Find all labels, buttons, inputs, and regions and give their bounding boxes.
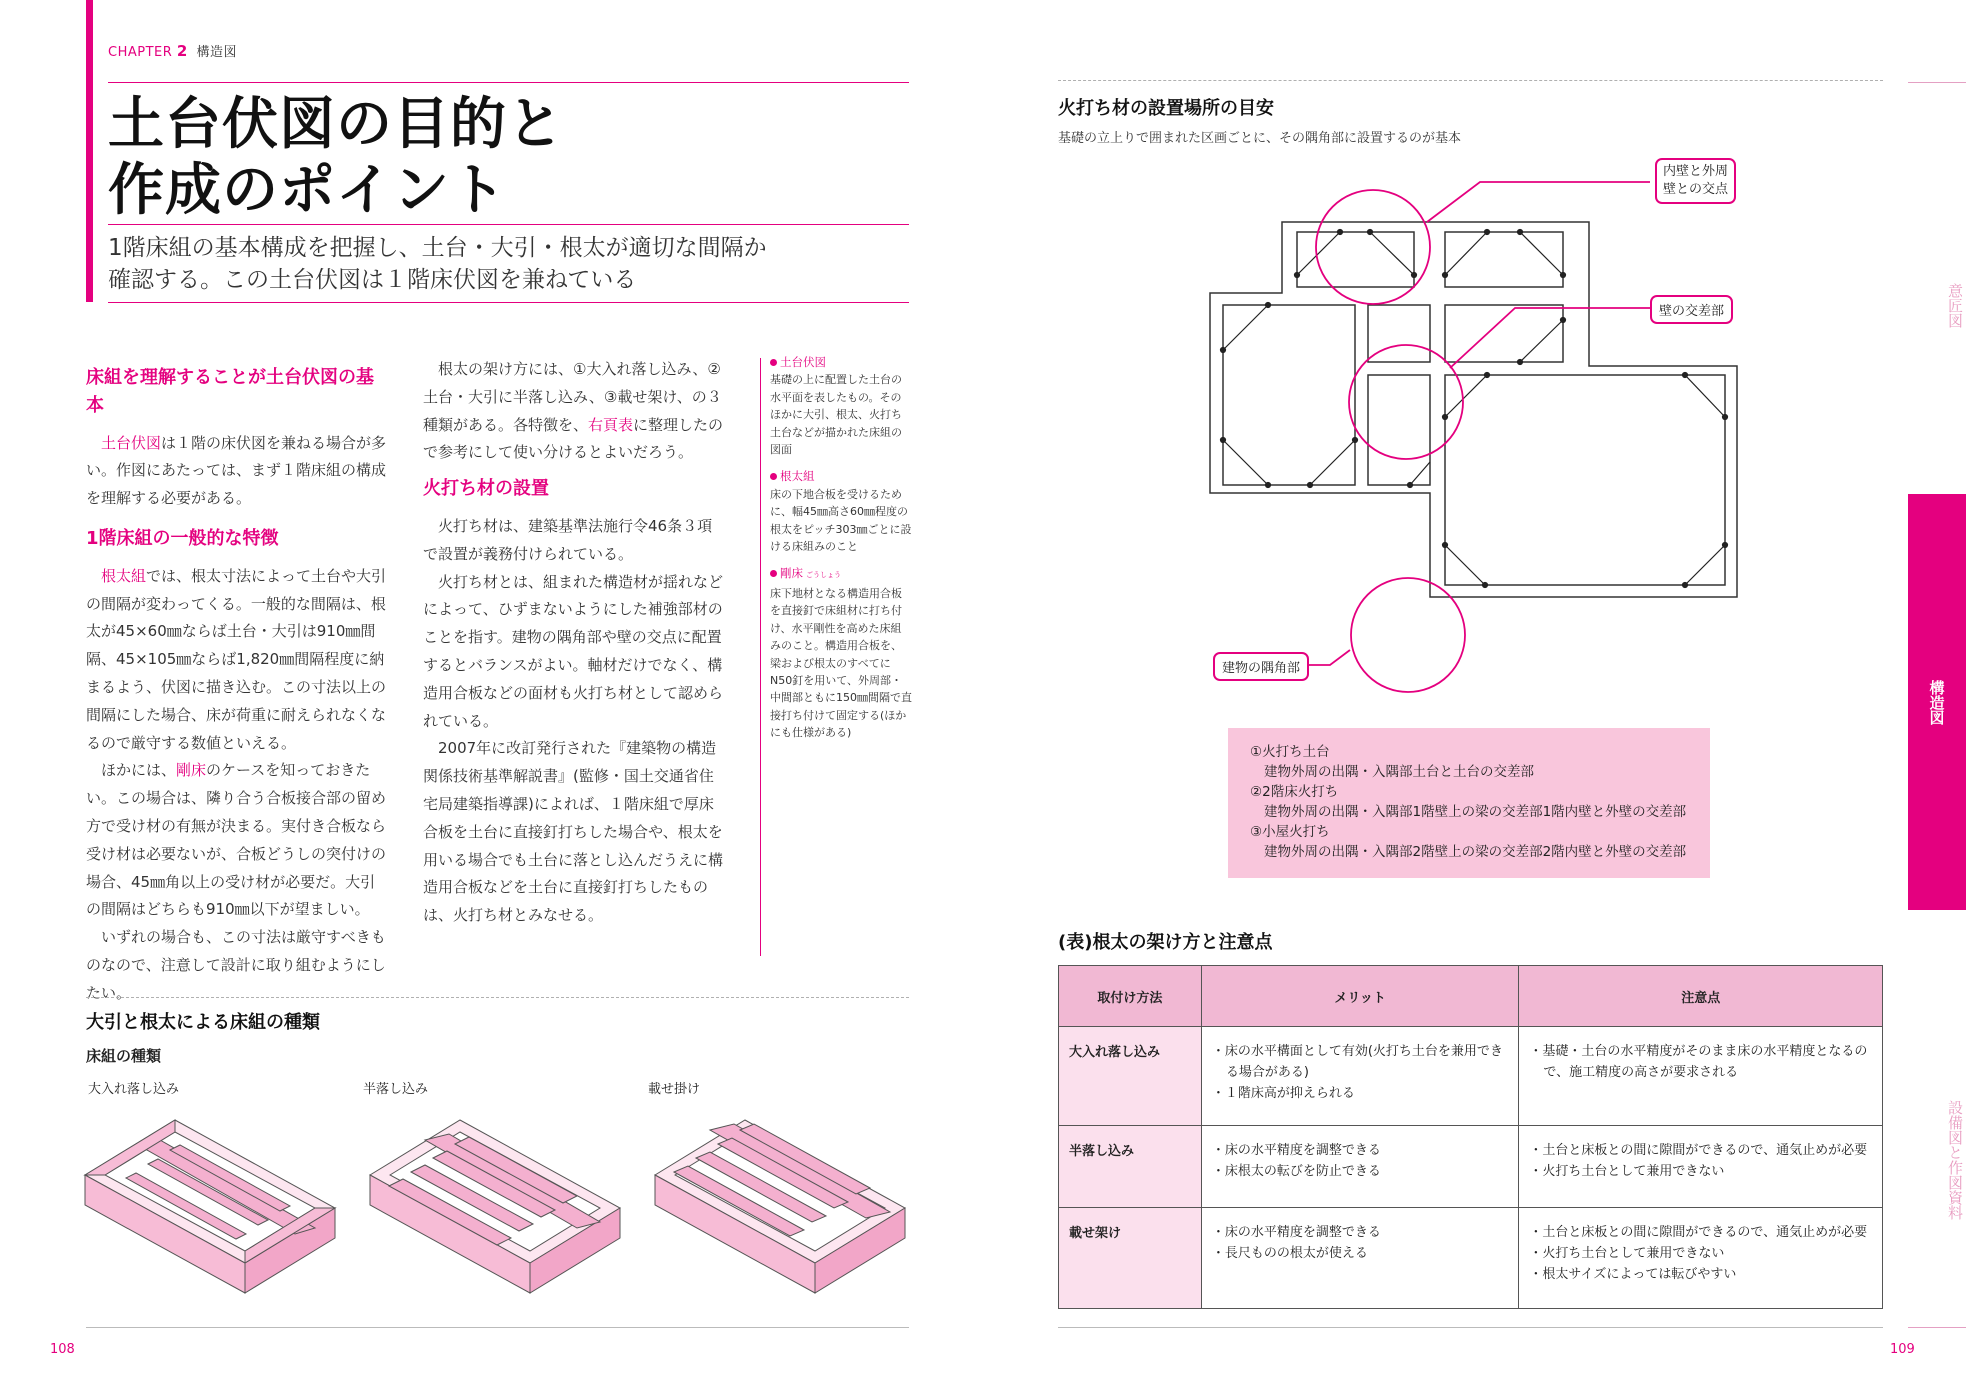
paragraph <box>86 563 388 758</box>
text-run: では、根太寸法によって土台や大引の間隔が変わってくる。一般的な間隔は、根太が45×60㎜ならば土台・大引は910㎜間隔、45×105㎜ならば1,820㎜間隔程度に納まるよう、伏図に描き込む。この寸法以上の間隔にした場合、床が荷重に耐えられなくなるので厳守する数値といえる。 <box>86 566 387 752</box>
bullet-icon <box>770 359 777 366</box>
footer-rule-left <box>86 1327 909 1328</box>
framing-illustration-type1 <box>85 1120 335 1293</box>
foundation-outline <box>1210 222 1737 597</box>
foundation-room <box>1297 232 1414 287</box>
paragraph <box>86 430 388 513</box>
table-cell-cautions: ・土台と床板との間に隙間ができるので、通気止めが必要 ・火打ち土台として兼用できない ・根太サイズによっては転びやすい <box>1519 1208 1883 1309</box>
table-row <box>1059 1027 1883 1126</box>
table-cell-cautions: ・土台と床板との間に隙間ができるので、通気止めが必要 ・火打ち土台として兼用できない <box>1519 1126 1883 1208</box>
diagram-subtitle: 基礎の立上りで囲まれた区画ごとに、その隅角部に設置するのが基本 <box>1058 131 1462 146</box>
page-number-right: 109 <box>1890 1342 1915 1357</box>
paragraph <box>86 757 388 924</box>
text-run: 火打ち材とは、組まれた構造材が揺れなどによって、ひずまないようにした補強部材のことを指す。建物の隅角部や壁の交点に配置するとバランスがよい。軸材だけでなく、構造用合板などの面材も火打ち材として認められている。 <box>423 572 724 730</box>
table-header-cell: 注意点 <box>1519 966 1883 1027</box>
section-heading: 1階床組の一般的な特徴 <box>86 527 279 549</box>
section-heading: 床組を理解することが土台伏図の基本 <box>86 367 374 416</box>
table-cell-merits: ・床の水平精度を調整できる ・床根太の転びを防止できる <box>1201 1126 1519 1208</box>
floor-framing-illustrations <box>80 1100 920 1320</box>
paragraph <box>423 513 725 569</box>
subtitle-rule <box>108 302 909 303</box>
side-tab-bottom-rule <box>1908 1327 1966 1328</box>
footer-rule-right <box>1058 1327 1883 1328</box>
floor-type-label: 半落し込み <box>363 1082 429 1097</box>
text-run: 2007年に改訂発行された『建築物の構造関係技術基準解説書』(監修・国土交通省住宅局建築指導課)によれば、１階床組で厚床合板を土台に直接釘打ちした場合や、根太を用いる場合でも土台に落とし込んだうえに構造用合板などを土台に直接釘打ちしたものは、火打ち材とみなせる。 <box>423 739 724 925</box>
title-accent-bar <box>86 0 93 302</box>
leader-line <box>1427 182 1650 222</box>
highlight-circle <box>1351 578 1465 692</box>
hiuchi-placement-diagram <box>1180 150 1770 710</box>
paragraph <box>86 924 388 1007</box>
note-item: 根太組 床の下地合板を受けるために、幅45㎜高さ60㎜程度の根太をピッチ303㎜ごとに設ける床組みのこと <box>770 469 912 554</box>
table-title: (表)根太の架け方と注意点 <box>1058 932 1273 953</box>
table-row <box>1059 1208 1883 1309</box>
table-row <box>1059 1126 1883 1208</box>
foundation-room <box>1445 305 1563 362</box>
note-item: 土台伏図 基礎の上に配置した土台の水平面を表したもの。そのほかに大引、根太、火打ち土台などが描かれた床組の図面 <box>770 355 902 457</box>
callout-building-corner: 建物の隅角部 <box>1213 652 1309 681</box>
text-column-2 <box>423 356 725 930</box>
foundation-room <box>1223 305 1355 485</box>
bullet-icon <box>770 570 777 577</box>
leader-line <box>1450 308 1650 368</box>
text-run: のケースを知っておきたい。この場合は、隣り合う合板接合部の留め方で受け材の有無が決まる。実付き合板なら受け材は必要ないが、合板どうしの突付けの場合、45㎜角以上の受け材が必要だ。大引の間隔はどちらも910㎜以下が望ましい。 <box>86 761 387 919</box>
leader-line <box>1305 650 1350 665</box>
side-tab-equipment[interactable]: 設備図と作図資料 <box>1946 1100 1964 1220</box>
joist-method-table <box>1058 965 1883 1309</box>
table-header-cell: 取付け方法 <box>1059 966 1202 1027</box>
table-cell-merits: ・床の水平精度を調整できる ・長尺ものの根太が使える <box>1201 1208 1519 1309</box>
table-header-row <box>1059 966 1883 1027</box>
text-run: に整理したので参考にして使い分けるとよいだろう。 <box>423 415 724 462</box>
floor-type-label: 載せ掛け <box>648 1082 701 1097</box>
framing-illustration-type3 <box>655 1120 905 1293</box>
text-run: 根太の架け方には、①大入れ落し込み、②土台・大引に半落し込み、③載せ架け、の３種類がある。各特徴を、 <box>423 360 722 434</box>
foundation-room <box>1368 375 1430 485</box>
text-run: ほかには、 <box>101 761 177 780</box>
page-title: 土台伏図の目的と 作成のポイント <box>108 92 564 223</box>
page-number-left: 108 <box>50 1342 75 1357</box>
paragraph <box>423 356 725 467</box>
side-tab-top-rule <box>1908 82 1966 83</box>
floor-section-heading: 大引と根太による床組の種類 <box>86 1012 320 1033</box>
note-item: 剛床 ごうしょう 床下地材となる構造用合板を直接釘で床組材に打ち付け、水平剛性を高めた床組みのこと。構造用合板を、梁および根太のすべてにN50釘を用いて、外周部・中間部ともに150㎜間隔で直接打ち付けて固定する(ほかにも仕様がある) <box>770 566 912 740</box>
text-run: は１階の床伏図を兼ねる場合が多い。作図にあたっては、まず１階床組の構成を理解する必要がある。 <box>86 433 387 508</box>
framing-illustration-type2 <box>370 1120 620 1293</box>
text-run: 火打ち材は、建築基準法施行令46条３項で設置が義務付けられている。 <box>423 516 713 563</box>
text-column-1 <box>86 364 388 1008</box>
table-cell-method: 半落し込み <box>1059 1126 1202 1208</box>
table-cell-method: 載せ架け <box>1059 1208 1202 1309</box>
section-divider <box>86 997 909 998</box>
side-tab-design[interactable]: 意匠図 <box>1946 282 1964 328</box>
floor-type-label: 大入れ落し込み <box>88 1082 180 1097</box>
highlighted-term: 剛床 <box>176 761 207 780</box>
title-rule <box>108 224 909 225</box>
glossary-notes <box>770 354 912 742</box>
bullet-icon <box>770 473 777 480</box>
header-rule <box>108 82 909 83</box>
highlighted-term: 根太組 <box>101 566 147 585</box>
table-header-cell: メリット <box>1201 966 1519 1027</box>
callout-inner-wall: 内壁と外周 壁との交点 <box>1655 158 1736 204</box>
foundation-room <box>1445 232 1563 287</box>
diagram-title: 火打ち材の設置場所の目安 <box>1058 98 1274 119</box>
foundation-room <box>1445 375 1725 585</box>
highlighted-term: 右頁表 <box>588 415 634 434</box>
paragraph <box>423 735 725 930</box>
table-cell-method: 大入れ落し込み <box>1059 1027 1202 1126</box>
top-divider <box>1058 80 1883 81</box>
notes-rule <box>760 358 761 956</box>
paragraph <box>423 569 725 736</box>
page-subtitle: 1階床組の基本構成を把握し、土台・大引・根太が適切な間隔か 確認する。この土台伏図は１階床伏図を兼ねている <box>108 235 767 293</box>
section-heading: 火打ち材の設置 <box>423 478 549 500</box>
text-run: いずれの場合も、この寸法は厳守すべきものなので、注意して設計に取り組むようにしたい。 <box>86 928 386 1002</box>
highlighted-term: 土台伏図 <box>101 433 162 452</box>
side-tab-structure[interactable]: 構造図 <box>1908 494 1966 910</box>
chapter-label: CHAPTER 2 構造図 <box>108 42 238 60</box>
table-cell-merits: ・床の水平構面として有効(火打ち土台を兼用できる場合がある) ・１階床高が抑えられる <box>1201 1027 1519 1126</box>
floor-subheading: 床組の種類 <box>86 1047 162 1065</box>
hiuchi-legend-box: ①火打ち土台 建物外周の出隅・入隅部土台と土台の交差部 ②2階床火打ち 建物外周の出隅・入隅部1階壁上の梁の交差部1階内壁と外壁の交差部 ③小屋火打ち 建物外周の出隅・入隅部2階壁上の梁の交差部2階内壁と外壁の交差部 <box>1228 728 1710 878</box>
callout-wall-cross: 壁の交差部 <box>1650 295 1733 324</box>
table-cell-cautions: ・基礎・土台の水平精度がそのまま床の水平精度となるので、施工精度の高さが要求される <box>1519 1027 1883 1126</box>
